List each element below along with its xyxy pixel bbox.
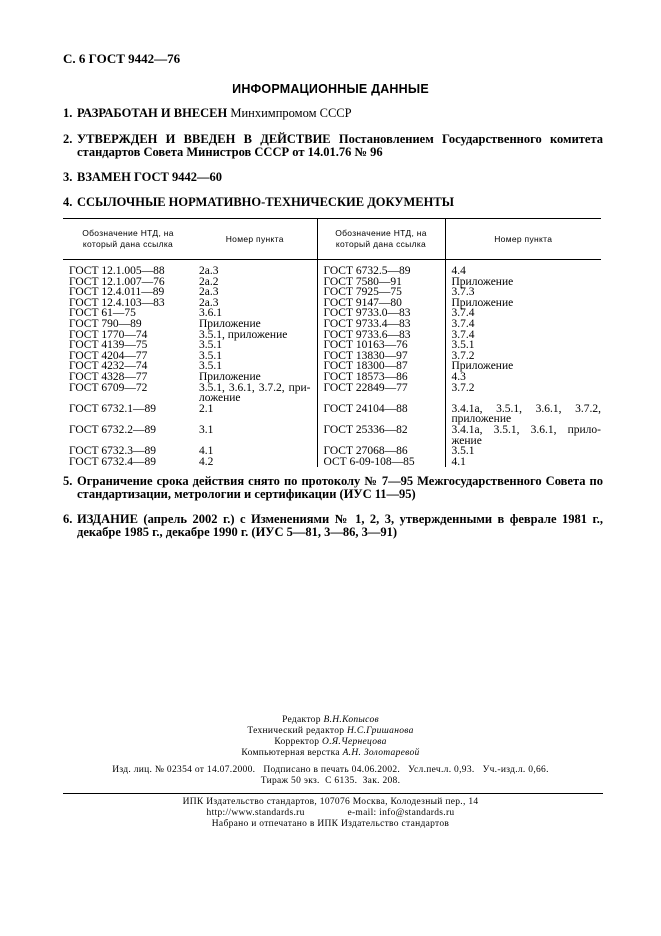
point-number: 4.1	[199, 445, 214, 458]
point-number: Приложение	[451, 275, 514, 288]
ntd-designation-cell	[317, 457, 445, 468]
table-row	[63, 372, 601, 383]
point-number-cell	[445, 372, 601, 383]
ntd-designation: ГОСТ 12.1.005—88	[69, 265, 165, 277]
table-row	[63, 404, 601, 425]
point-number: 4.3	[451, 370, 466, 383]
ntd-designation: ГОСТ 4232—74	[69, 360, 148, 373]
point-number: 3.7.4	[451, 307, 475, 320]
ntd-designation-cell	[63, 260, 193, 277]
point-number-cell	[445, 457, 601, 468]
ntd-designation: ГОСТ 9733.0—83	[323, 307, 411, 320]
point-number-cell	[445, 260, 601, 277]
point-number: 3.5.1	[199, 339, 222, 352]
editor-label: Редактор	[282, 715, 321, 725]
point-number: 3.7.2	[451, 349, 475, 362]
running-head: С. 6 ГОСТ 9442—76	[63, 51, 181, 66]
point-number: 3.4.1а, 3.5.1, 3.6.1, прило-	[451, 423, 601, 436]
page-title: ИНФОРМАЦИОННЫЕ ДАННЫЕ	[232, 82, 429, 96]
ntd-designation: ГОСТ 1770—74	[69, 328, 148, 341]
col-header-point-left: Номер пункта	[193, 219, 317, 260]
point-number: 4.2	[199, 455, 214, 468]
item-number: 4.	[63, 195, 73, 209]
ntd-designation-cell	[63, 457, 193, 468]
ntd-designation: ГОСТ 25336—82	[323, 423, 408, 436]
ntd-designation: ГОСТ 6732.2—89	[69, 423, 157, 436]
ntd-designation: ГОСТ 22849—77	[323, 381, 408, 394]
ntd-designation: ГОСТ 9147—80	[323, 296, 402, 309]
ntd-designation: ГОСТ 790—89	[69, 317, 142, 330]
imprint-print-run: Тираж 50 экз. С 6135. Зак. 208.	[260, 776, 401, 786]
references-table	[63, 218, 601, 467]
ntd-designation-cell	[317, 260, 445, 277]
ntd-designation-cell	[317, 404, 445, 425]
point-number: 3.5.1	[451, 339, 475, 352]
publisher-web: http://www.standards.ru e-mail: info@standards.ru	[206, 808, 455, 818]
ntd-designation-cell	[63, 319, 193, 330]
ntd-designation-cell	[317, 319, 445, 330]
point-number: 2а.3	[199, 286, 219, 299]
table-row	[63, 319, 601, 330]
point-number-cell	[193, 319, 317, 330]
item-number: 2.	[63, 132, 73, 146]
point-number-cell	[193, 260, 317, 277]
point-number: 2.1	[199, 402, 214, 415]
point-number: 4.4	[451, 265, 466, 277]
point-number: 3.7.3	[451, 286, 475, 299]
table-row	[63, 383, 601, 404]
ntd-designation-cell	[63, 425, 193, 446]
point-number-cell	[445, 383, 601, 404]
ntd-designation: ГОСТ 6732.3—89	[69, 445, 157, 458]
info-item-1	[63, 107, 603, 120]
point-number: 3.5.1	[451, 445, 475, 458]
ntd-designation: ГОСТ 9733.4—83	[323, 317, 411, 330]
point-number-cell	[445, 425, 601, 446]
ntd-designation: ГОСТ 61—75	[69, 307, 136, 320]
point-number: 3.4.1а, 3.5.1, 3.6.1, 3.7.2,	[451, 402, 601, 415]
point-number: 3.6.1	[199, 307, 222, 320]
point-number-cell	[445, 361, 601, 372]
ntd-designation: ГОСТ 18573—86	[323, 370, 408, 383]
point-number: ложение	[199, 392, 241, 405]
point-number: 3.7.2	[451, 381, 475, 394]
ntd-designation: ГОСТ 9733.6—83	[323, 328, 411, 341]
ntd-designation: ГОСТ 6732.5—89	[323, 265, 411, 277]
item-number: 1.	[63, 106, 73, 120]
point-number: Приложение	[199, 370, 261, 383]
point-number-cell	[445, 404, 601, 425]
ntd-designation: ГОСТ 6732.1—89	[69, 402, 157, 415]
ntd-designation: ГОСТ 4328—77	[69, 370, 148, 383]
ntd-designation: ГОСТ 12.4.011—89	[69, 286, 165, 299]
editor-name: В.Н.Копысов	[323, 715, 379, 725]
ntd-designation: ГОСТ 7580—91	[323, 275, 402, 288]
imprint-layout	[0, 748, 661, 759]
point-number-cell	[193, 383, 317, 404]
tech-editor-label: Технический редактор	[247, 726, 345, 736]
ntd-designation: ГОСТ 4204—77	[69, 349, 148, 362]
point-number: 3.1	[199, 423, 214, 436]
point-number-cell	[193, 425, 317, 446]
point-number: 3.7.4	[451, 317, 475, 330]
item-text: Постановлением Государственного комитета стандартов Совета Министров СССР от 14.01.76 № 96	[77, 132, 603, 159]
point-number: Приложение	[199, 317, 261, 330]
imprint-tech-editor	[0, 726, 661, 737]
point-number: 3.5.1, 3.6.1, 3.7.2, при-	[199, 381, 311, 394]
item-number: 3.	[63, 170, 73, 184]
point-number-cell	[193, 404, 317, 425]
ntd-designation-cell	[63, 383, 193, 404]
ntd-designation: ГОСТ 6709—72	[69, 381, 148, 394]
table-row	[63, 425, 601, 446]
point-number: 3.5.1	[199, 360, 222, 373]
table-row	[63, 457, 601, 468]
ntd-designation-cell	[317, 372, 445, 383]
point-number: 3.7.4	[451, 328, 475, 341]
imprint-corrector	[0, 737, 661, 748]
imprint-editor	[0, 715, 661, 726]
table-row	[63, 260, 601, 277]
corrector-name: О.Я.Чернецова	[322, 737, 387, 747]
point-number: 2а.2	[199, 275, 219, 288]
imprint-license-line: Изд. лиц. № 02354 от 14.07.2000. Подписано в печать 04.06.2002. Усл.печ.л. 0,93. Уч.-изд.л. 0,66.	[112, 765, 549, 775]
info-item-5	[63, 475, 603, 501]
ntd-designation: ГОСТ 27068—86	[323, 445, 408, 458]
point-number: Приложение	[451, 296, 514, 309]
ntd-designation: ГОСТ 4139—75	[69, 339, 148, 352]
ntd-designation: ГОСТ 10163—76	[323, 339, 408, 352]
info-item-3	[63, 171, 603, 184]
point-number: приложение	[451, 413, 512, 426]
layout-label: Компьютерная верстка	[241, 748, 340, 758]
item-heading: УТВЕРЖДЕН И ВВЕДЕН В ДЕЙСТВИЕ	[77, 132, 331, 146]
item-heading: ВЗАМЕН ГОСТ 9442—60	[77, 170, 222, 184]
ntd-designation-cell	[317, 383, 445, 404]
layout-name: А.Н. Золотаревой	[342, 748, 420, 758]
item-heading: ССЫЛОЧНЫЕ НОРМАТИВНО-ТЕХНИЧЕСКИЕ ДОКУМЕНТЫ	[77, 195, 454, 209]
ntd-designation: ГОСТ 7925—75	[323, 286, 402, 299]
point-number-cell	[445, 319, 601, 330]
point-number: жение	[451, 434, 482, 447]
ntd-designation: ГОСТ 12.4.103—83	[69, 296, 165, 309]
info-item-2	[63, 133, 603, 159]
imprint-divider	[63, 793, 603, 794]
ntd-designation: ОСТ 6-09-108—85	[323, 455, 415, 468]
item-heading: РАЗРАБОТАН И ВНЕСЕН	[77, 106, 228, 120]
ntd-designation-cell	[317, 425, 445, 446]
item-heading: ИЗДАНИЕ (апрель 2002 г.) с Изменениями № 1, 2, 3, утвержденными в феврале 1981 г., декабре 1985 г., декабре 1990 г. (ИУС 5—81, 3—86, 3—91)	[77, 512, 603, 539]
tech-editor-name: Н.С.Гришанова	[346, 726, 414, 736]
corrector-label: Корректор	[274, 737, 320, 747]
ntd-designation: ГОСТ 24104—88	[323, 402, 408, 415]
point-number: Приложение	[451, 360, 514, 373]
point-number: 3.5.1, приложение	[199, 328, 288, 341]
item-text: Минхимпромом СССР	[227, 106, 352, 120]
info-item-6	[63, 513, 603, 539]
point-number-cell	[193, 457, 317, 468]
ntd-designation-cell	[63, 404, 193, 425]
ntd-designation: ГОСТ 12.1.007—76	[69, 275, 165, 288]
point-number: 4.1	[451, 455, 466, 468]
point-number-cell	[193, 372, 317, 383]
point-number-cell	[445, 446, 601, 457]
ntd-designation: ГОСТ 6732.4—89	[69, 455, 157, 468]
col-header-point-right: Номер пункта	[445, 219, 601, 260]
ntd-designation: ГОСТ 13830—97	[323, 349, 408, 362]
info-item-4	[63, 196, 603, 209]
publisher-printer: Набрано и отпечатано в ИПК Издательство стандартов	[211, 819, 450, 829]
col-header-doc-right: Обозначение НТД, на который дана ссылка	[317, 219, 445, 260]
item-number: 6.	[63, 512, 73, 526]
item-heading: Ограничение срока действия снято по протоколу № 7—95 Межгосударственного Совета по стандартизации, метрологии и сертификации (ИУС 11—95)	[77, 474, 603, 501]
col-header-doc-left: Обозначение НТД, на который дана ссылка	[63, 219, 193, 260]
point-number: 2а.3	[199, 296, 219, 309]
item-number: 5.	[63, 474, 73, 488]
ntd-designation: ГОСТ 18300—87	[323, 360, 408, 373]
point-number: 2а.3	[199, 265, 219, 277]
publisher-address: ИПК Издательство стандартов, 107076 Москва, Колодезный пер., 14	[182, 797, 479, 807]
ntd-designation-cell	[63, 372, 193, 383]
point-number: 3.5.1	[199, 349, 222, 362]
